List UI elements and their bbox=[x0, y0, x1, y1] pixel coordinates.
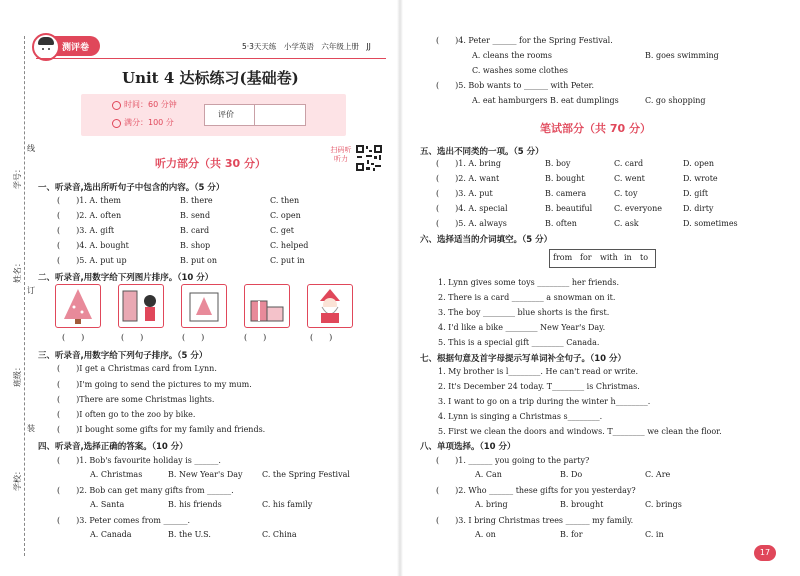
question-text: ( )3. Peter comes from ______. bbox=[57, 516, 191, 525]
margin-order: 订 bbox=[27, 286, 35, 295]
picture-boy-poster bbox=[118, 284, 164, 328]
picture-santa bbox=[307, 284, 353, 328]
question-text: C. toy bbox=[614, 189, 638, 198]
check-icon bbox=[112, 119, 121, 128]
question-text: ( )4. Peter ______ for the Spring Festival. bbox=[436, 36, 613, 45]
question-text: 4. Lynn is singing a Christmas s________. bbox=[438, 412, 603, 421]
question-text: ( )There are some Christmas lights. bbox=[57, 395, 215, 404]
question-text: C. China bbox=[262, 530, 297, 539]
qr-label: 扫码听听力 bbox=[330, 146, 352, 163]
qr-code[interactable] bbox=[355, 144, 383, 172]
question-text: 1. Lynn gives some toys ________ her friends. bbox=[438, 278, 620, 287]
page-fold bbox=[397, 0, 403, 576]
writing-title: 笔试部分（共 70 分） bbox=[540, 122, 651, 135]
question-text: C. Are bbox=[645, 470, 671, 479]
question-text: B. Do bbox=[560, 470, 583, 479]
question-text: ( ) bbox=[62, 333, 85, 342]
question-text: B. brought bbox=[560, 500, 604, 509]
question-text: B. his friends bbox=[168, 500, 222, 509]
question-text: ( )5. Bob wants to ______ with Peter. bbox=[436, 81, 595, 90]
question-text: B. often bbox=[545, 219, 577, 228]
question-text: B. camera bbox=[545, 189, 587, 198]
question-text: A. eat hamburgers B. eat dumplings bbox=[472, 96, 619, 105]
page-title: Unit 4 达标练习(基础卷) bbox=[122, 69, 299, 87]
question-text: ( )3. A. gift bbox=[57, 226, 115, 235]
question-text: C. ask bbox=[614, 219, 639, 228]
question-text: C. get bbox=[270, 226, 294, 235]
question-text: ( ) bbox=[310, 333, 333, 342]
section-heading: 三、听录音,用数字给下列句子排序。（5 分） bbox=[38, 351, 208, 361]
question-text: B. goes swimming bbox=[645, 51, 719, 60]
question-text: C. went bbox=[614, 174, 645, 183]
question-text: C. the Spring Festival bbox=[262, 470, 350, 479]
picture-gifts bbox=[244, 284, 290, 328]
question-text: B. put on bbox=[180, 256, 217, 265]
section-heading: 八、单项选择。（10 分） bbox=[420, 442, 516, 452]
question-text: A. Santa bbox=[90, 500, 125, 509]
question-text: A. Can bbox=[475, 470, 502, 479]
section-heading: 二、听录音,用数字给下列图片排序。（10 分） bbox=[38, 273, 214, 283]
question-text: ( )1. A. them bbox=[57, 196, 121, 205]
question-text: B. bought bbox=[545, 174, 585, 183]
question-text: 2. It's December 24 today. T________ is Christmas. bbox=[438, 382, 640, 391]
question-text: ( )1. A. bring bbox=[436, 159, 502, 168]
question-text: B. send bbox=[180, 211, 211, 220]
question-text: A. Christmas bbox=[90, 470, 143, 479]
clock-icon bbox=[112, 101, 121, 110]
word-to: to bbox=[640, 253, 649, 262]
question-text: B. card bbox=[180, 226, 210, 235]
question-text: D. dirty bbox=[683, 204, 714, 213]
section-heading: 一、听录音,选出所听句子中包含的内容。（5 分） bbox=[38, 183, 225, 193]
eval-label: 评价 bbox=[218, 110, 234, 119]
question-text: D. gift bbox=[683, 189, 709, 198]
question-text: C. open bbox=[270, 211, 301, 220]
question-text: A. Canada bbox=[90, 530, 132, 539]
question-text: B. shop bbox=[180, 241, 211, 250]
picture-card bbox=[181, 284, 227, 328]
question-text: A. bring bbox=[475, 500, 508, 509]
avatar bbox=[32, 33, 60, 61]
page-number: 17 bbox=[759, 548, 771, 557]
question-text: ( )5. A. put up bbox=[57, 256, 127, 265]
question-text: ( )3. I bring Christmas trees ______ my family. bbox=[436, 516, 634, 525]
picture-christmas-tree bbox=[55, 284, 101, 328]
question-text: B. New Year's Day bbox=[168, 470, 243, 479]
time-limit: 时间：60 分钟 bbox=[124, 100, 177, 109]
question-text: B. beautiful bbox=[545, 204, 593, 213]
question-text: C. in bbox=[645, 530, 664, 539]
question-text: ( ) bbox=[244, 333, 267, 342]
question-text: 4. I'd like a bike ________ New Year's Day. bbox=[438, 323, 606, 332]
question-text: C. put in bbox=[270, 256, 305, 265]
question-text: ( )1. Bob's favourite holiday is ______. bbox=[57, 456, 221, 465]
book-title: 5·3天天练 小学英语 六年级上册 JJ bbox=[242, 42, 371, 51]
section-heading: 六、选择适当的介词填空。（5 分） bbox=[420, 235, 553, 245]
margin-line: 线 bbox=[27, 144, 35, 153]
word-from: from bbox=[553, 253, 573, 262]
question-text: A. on bbox=[475, 530, 496, 539]
question-text: B. boy bbox=[545, 159, 571, 168]
question-text: B. there bbox=[180, 196, 213, 205]
badge-label: 测评卷 bbox=[62, 43, 90, 53]
question-text: A. cleans the rooms bbox=[472, 51, 552, 60]
question-text: D. wrote bbox=[683, 174, 718, 183]
header-rule bbox=[36, 58, 386, 59]
section-heading: 七、根据句意及首字母提示写单词补全句子。（10 分） bbox=[420, 354, 627, 364]
question-text: 5. First we clean the doors and windows. T________ we clean the floor. bbox=[438, 427, 722, 436]
question-text: C. card bbox=[614, 159, 644, 168]
listening-title: 听力部分（共 30 分） bbox=[155, 157, 266, 170]
question-text: ( )I bought some gifts for my family and friends. bbox=[57, 425, 266, 434]
question-text: C. go shopping bbox=[645, 96, 706, 105]
question-text: 3. The boy ________ blue shorts is the first. bbox=[438, 308, 610, 317]
section-heading: 五、选出不同类的一项。（5 分） bbox=[420, 147, 544, 157]
question-text: C. his family bbox=[262, 500, 313, 509]
question-text: D. sometimes bbox=[683, 219, 738, 228]
question-text: C. brings bbox=[645, 500, 682, 509]
question-text: B. for bbox=[560, 530, 583, 539]
question-text: D. open bbox=[683, 159, 715, 168]
binding-line bbox=[24, 36, 25, 556]
word-in: in bbox=[624, 253, 632, 262]
question-text: ( )2. Who ______ these gifts for you yesterday? bbox=[436, 486, 636, 495]
question-text: ( ) bbox=[182, 333, 205, 342]
question-text: ( )2. A. want bbox=[436, 174, 500, 183]
question-text: C. then bbox=[270, 196, 300, 205]
section-heading: 四、听录音,选择正确的答案。（10 分） bbox=[38, 442, 188, 452]
question-text: ( )2. Bob can get many gifts from ______. bbox=[57, 486, 234, 495]
question-text: ( )2. A. often bbox=[57, 211, 122, 220]
question-text: ( )I get a Christmas card from Lynn. bbox=[57, 364, 217, 373]
question-text: ( )1. ______ you going to the party? bbox=[436, 456, 590, 465]
question-text: ( )4. A. special bbox=[436, 204, 508, 213]
question-text: 5. This is a special gift ________ Canada. bbox=[438, 338, 600, 347]
question-text: B. the U.S. bbox=[168, 530, 211, 539]
question-text: ( )I often go to the zoo by bike. bbox=[57, 410, 196, 419]
question-text: C. washes some clothes bbox=[472, 66, 569, 75]
word-for: for bbox=[580, 253, 592, 262]
question-text: C. everyone bbox=[614, 204, 662, 213]
margin-class: 班级： bbox=[13, 363, 22, 387]
question-text: ( )3. A. put bbox=[436, 189, 493, 198]
question-text: ( )I'm going to send the pictures to my mum. bbox=[57, 380, 252, 389]
question-text: 1. My brother is l________. He can't read or write. bbox=[438, 367, 639, 376]
question-text: ( ) bbox=[121, 333, 144, 342]
question-text: ( )4. A. bought bbox=[57, 241, 129, 250]
word-with: with bbox=[600, 253, 618, 262]
margin-num: 学号： bbox=[13, 165, 22, 189]
question-text: ( )5. A. always bbox=[436, 219, 507, 228]
question-text: 2. There is a card ________ a snowman on it. bbox=[438, 293, 616, 302]
margin-school: 学校： bbox=[13, 467, 22, 491]
margin-name: 姓名： bbox=[13, 259, 22, 283]
full-score: 满分：100 分 bbox=[124, 118, 174, 127]
question-text: 3. I want to go on a trip during the winter h________. bbox=[438, 397, 651, 406]
margin-bind: 装 bbox=[27, 424, 35, 433]
question-text: C. helped bbox=[270, 241, 309, 250]
